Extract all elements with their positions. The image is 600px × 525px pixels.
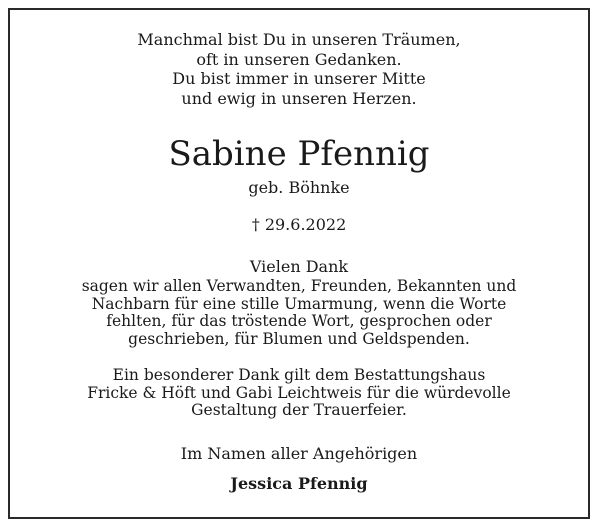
poem-line: oft in unseren Gedanken. bbox=[196, 49, 402, 69]
paragraph-line: sagen wir allen Verwandten, Freunden, Bekannten und bbox=[81, 277, 517, 295]
poem-line: Du bist immer in unserer Mitte bbox=[172, 69, 426, 88]
paragraph-line: Fricke & Höft und Gabi Leichtweis für die würdevolle bbox=[87, 383, 511, 402]
paragraph-line: geschrieben, für Blumen und Geldspenden. bbox=[128, 329, 470, 348]
signer-name: Jessica Pfennig bbox=[230, 474, 368, 493]
thanks-paragraph bbox=[10, 278, 588, 348]
paragraph-line: Gestaltung der Trauerfeier. bbox=[191, 401, 407, 419]
special-thanks-paragraph bbox=[10, 367, 588, 420]
memorial-poem bbox=[10, 30, 588, 108]
thanks-heading: Vielen Dank bbox=[249, 257, 349, 276]
poem-line: Manchmal bist Du in unseren Träumen, bbox=[137, 30, 461, 49]
deceased-name: Sabine Pfennig bbox=[168, 134, 430, 174]
maiden-name: geb. Böhnke bbox=[248, 178, 350, 197]
paragraph-line: Ein besonderer Dank gilt dem Bestattungshaus bbox=[112, 366, 486, 384]
paragraph-line: fehlten, für das tröstende Wort, gesprochen oder bbox=[106, 312, 492, 330]
paragraph-line: Nachbarn für eine stille Umarmung, wenn die Worte bbox=[91, 294, 507, 313]
obituary-notice bbox=[8, 8, 590, 519]
poem-line: und ewig in unseren Herzen. bbox=[181, 88, 417, 108]
on-behalf-text: Im Namen aller Angehörigen bbox=[180, 444, 418, 463]
death-date: † 29.6.2022 bbox=[251, 215, 347, 234]
